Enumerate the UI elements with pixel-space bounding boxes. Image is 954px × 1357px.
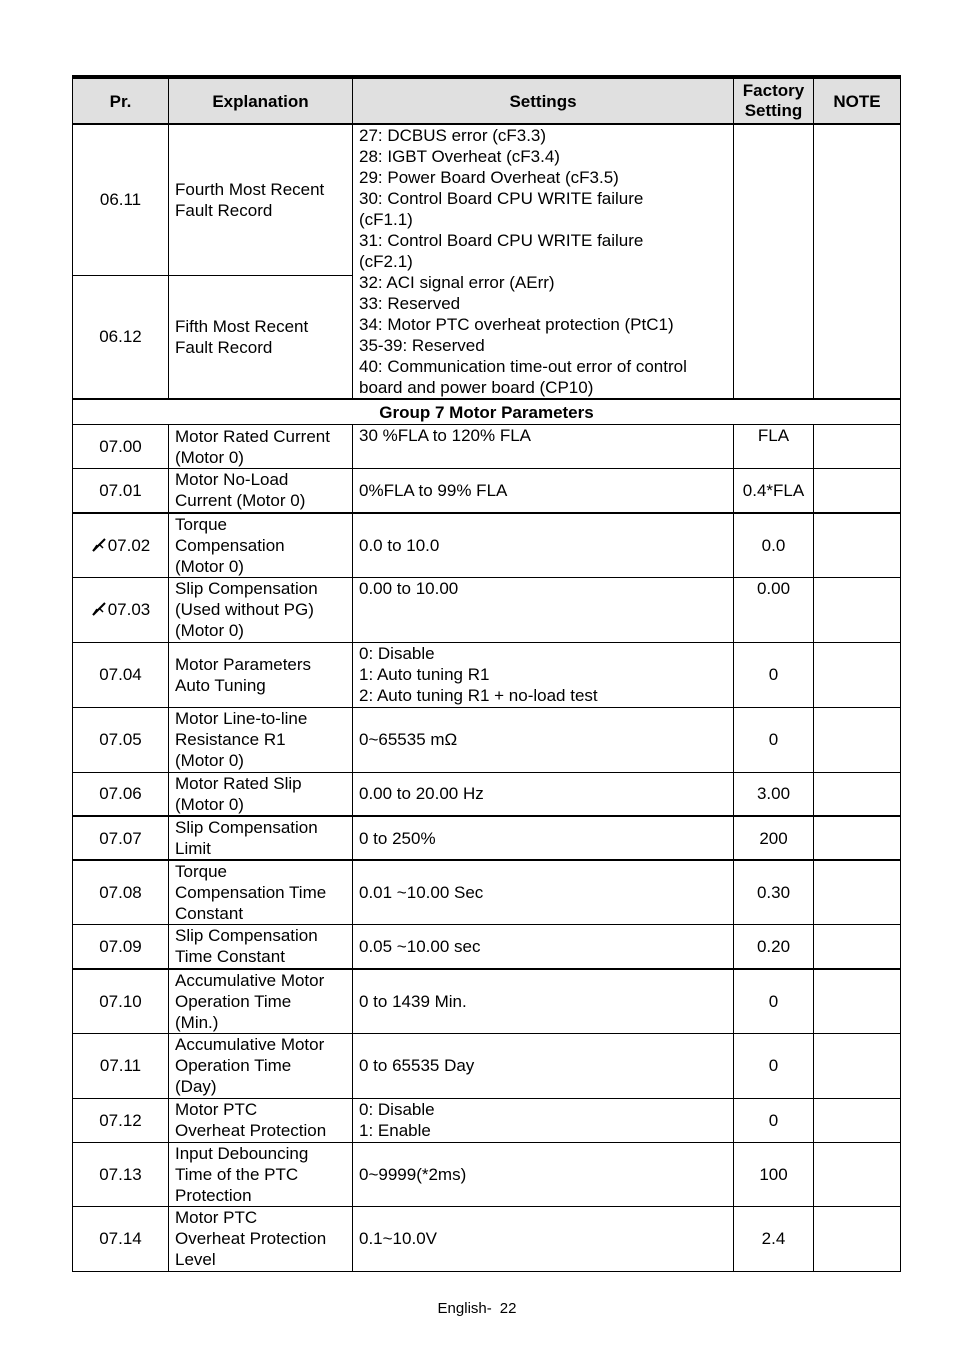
table-row-07-10 bbox=[73, 969, 901, 1034]
explanation-line: (Min.) bbox=[175, 1012, 219, 1032]
explanation-line: Compensation Time bbox=[175, 883, 327, 902]
explanation-line: Motor PTC bbox=[175, 1208, 258, 1227]
explanation-line: Limit bbox=[175, 839, 211, 858]
explanation-cell bbox=[169, 513, 353, 578]
footer-language: English- bbox=[437, 1300, 492, 1317]
explanation-line: Fault Record bbox=[175, 200, 273, 220]
setting-line: 0: Disable bbox=[359, 1100, 435, 1119]
pr-cell: 07.04 bbox=[73, 642, 169, 707]
table-row-07-12 bbox=[73, 1098, 901, 1142]
explanation-line: Time of the PTC bbox=[175, 1164, 299, 1184]
explanation-cell bbox=[169, 969, 353, 1034]
settings-cell bbox=[353, 816, 734, 860]
explanation-line: Motor Line-to-line bbox=[175, 709, 308, 728]
setting-line: 2: Auto tuning R1 + no-load test bbox=[359, 686, 598, 705]
setting-line: 0 to 65535 Day bbox=[359, 1056, 475, 1075]
factory-cell: 0.4*FLA bbox=[734, 469, 814, 513]
setting-line: 33: Reserved bbox=[359, 294, 461, 313]
settings-cell bbox=[353, 577, 734, 642]
pencil-icon bbox=[91, 537, 107, 553]
setting-line: 27: DCBUS error (cF3.3) bbox=[359, 126, 547, 145]
factory-cell: FLA bbox=[734, 425, 814, 469]
setting-line: 0.00 to 10.00 bbox=[359, 578, 459, 598]
setting-line: 0: Disable bbox=[359, 644, 435, 663]
explanation-line: Torque bbox=[175, 514, 227, 534]
explanation-line: Slip Compensation bbox=[175, 926, 318, 946]
explanation-line: (Motor 0) bbox=[175, 621, 244, 640]
setting-line: 30: Control Board CPU WRITE failure bbox=[359, 189, 644, 208]
note-cell bbox=[814, 425, 901, 469]
note-cell bbox=[814, 1206, 901, 1271]
settings-cell bbox=[353, 642, 734, 707]
pr-cell: 07.14 bbox=[73, 1206, 169, 1271]
explanation-line: Resistance R1 bbox=[175, 730, 286, 749]
explanation-line: Operation Time bbox=[175, 991, 292, 1011]
note-cell bbox=[814, 925, 901, 969]
pr-cell bbox=[73, 577, 169, 642]
setting-line: 40: Communication time-out error of control bbox=[359, 357, 687, 376]
setting-line: 0.05 ~10.00 sec bbox=[359, 936, 481, 956]
header-factory-line2: Setting bbox=[744, 101, 803, 120]
factory-cell: 0.20 bbox=[734, 925, 814, 969]
settings-cell bbox=[353, 1098, 734, 1142]
explanation-line: Slip Compensation bbox=[175, 579, 318, 598]
explanation-line: Protection bbox=[175, 1185, 252, 1205]
setting-line: (cF2.1) bbox=[359, 252, 413, 271]
explanation-cell bbox=[169, 275, 353, 399]
setting-line: 0.00 to 20.00 Hz bbox=[359, 784, 484, 804]
setting-line: 0.01 ~10.00 Sec bbox=[359, 883, 484, 902]
page-number: 22 bbox=[499, 1300, 517, 1317]
settings-cell bbox=[353, 469, 734, 513]
setting-line: 1: Enable bbox=[359, 1121, 431, 1140]
table-row-07-00 bbox=[73, 425, 901, 469]
factory-cell: 0 bbox=[734, 707, 814, 772]
pr-cell: 07.05 bbox=[73, 707, 169, 772]
note-cell bbox=[814, 642, 901, 707]
group-title-row bbox=[73, 399, 901, 425]
setting-line: board and power board (CP10) bbox=[359, 378, 594, 397]
settings-cell bbox=[353, 707, 734, 772]
pr-cell: 07.10 bbox=[73, 969, 169, 1034]
pr-cell: 07.00 bbox=[73, 425, 169, 469]
setting-line: 1: Auto tuning R1 bbox=[359, 665, 490, 684]
explanation-line: Motor PTC bbox=[175, 1100, 258, 1119]
note-cell bbox=[814, 816, 901, 860]
pr-cell: 07.01 bbox=[73, 469, 169, 513]
settings-cell bbox=[353, 969, 734, 1034]
explanation-line: Compensation bbox=[175, 535, 285, 555]
factory-cell: 0.30 bbox=[734, 860, 814, 925]
explanation-line: Current (Motor 0) bbox=[175, 491, 306, 511]
explanation-cell bbox=[169, 425, 353, 469]
note-cell bbox=[814, 577, 901, 642]
explanation-line: (Motor 0) bbox=[175, 751, 244, 770]
pr-cell: 07.07 bbox=[73, 816, 169, 860]
explanation-cell bbox=[169, 577, 353, 642]
header-note: NOTE bbox=[814, 77, 901, 124]
setting-line: 0 to 1439 Min. bbox=[359, 991, 467, 1011]
table-row-07-11 bbox=[73, 1033, 901, 1098]
setting-line: 0.1~10.0V bbox=[359, 1229, 437, 1248]
table-row-07-07 bbox=[73, 816, 901, 860]
setting-line: 0~65535 mΩ bbox=[359, 730, 458, 749]
note-cell bbox=[814, 969, 901, 1034]
factory-cell bbox=[734, 124, 814, 399]
table-row-07-14 bbox=[73, 1206, 901, 1271]
factory-cell: 0 bbox=[734, 1098, 814, 1142]
setting-line: 35-39: Reserved bbox=[359, 336, 485, 355]
pr-value: 07.03 bbox=[107, 600, 151, 619]
settings-cell bbox=[353, 1142, 734, 1206]
pr-cell: 07.12 bbox=[73, 1098, 169, 1142]
explanation-line: Overheat Protection bbox=[175, 1121, 327, 1140]
table-row-07-13 bbox=[73, 1142, 901, 1206]
explanation-cell bbox=[169, 816, 353, 860]
explanation-line: Slip Compensation bbox=[175, 818, 318, 837]
table-row-07-05 bbox=[73, 707, 901, 772]
setting-line: 0 to 250% bbox=[359, 828, 436, 848]
explanation-line: Motor Parameters bbox=[175, 654, 312, 674]
explanation-cell bbox=[169, 772, 353, 816]
pr-cell bbox=[73, 513, 169, 578]
note-cell bbox=[814, 1033, 901, 1098]
note-cell bbox=[814, 860, 901, 925]
explanation-cell bbox=[169, 1098, 353, 1142]
explanation-line: Accumulative Motor bbox=[175, 1035, 325, 1054]
parameter-table bbox=[72, 75, 901, 1272]
settings-cell bbox=[353, 860, 734, 925]
factory-cell: 100 bbox=[734, 1142, 814, 1206]
pr-cell: 07.13 bbox=[73, 1142, 169, 1206]
note-cell bbox=[814, 707, 901, 772]
explanation-cell bbox=[169, 1033, 353, 1098]
table-row-07-03 bbox=[73, 577, 901, 642]
setting-line: 0.0 to 10.0 bbox=[359, 535, 440, 555]
note-cell bbox=[814, 513, 901, 578]
note-cell bbox=[814, 772, 901, 816]
setting-line: 0~9999(*2ms) bbox=[359, 1164, 467, 1184]
factory-cell: 0 bbox=[734, 642, 814, 707]
factory-cell: 3.00 bbox=[734, 772, 814, 816]
explanation-cell bbox=[169, 1206, 353, 1271]
settings-cell bbox=[353, 772, 734, 816]
table-row-07-09 bbox=[73, 925, 901, 969]
explanation-line: Operation Time bbox=[175, 1056, 292, 1075]
explanation-cell bbox=[169, 124, 353, 275]
explanation-line: Torque bbox=[175, 862, 227, 881]
settings-cell bbox=[353, 1206, 734, 1271]
pr-value: 07.02 bbox=[107, 535, 151, 555]
explanation-line: Fourth Most Recent bbox=[175, 179, 325, 199]
setting-line: (cF1.1) bbox=[359, 210, 413, 229]
explanation-cell bbox=[169, 707, 353, 772]
factory-cell: 200 bbox=[734, 816, 814, 860]
factory-cell: 0.00 bbox=[734, 577, 814, 642]
explanation-line: (Day) bbox=[175, 1077, 217, 1096]
setting-line: 30 %FLA to 120% FLA bbox=[359, 426, 531, 445]
setting-line: 32: ACI signal error (AErr) bbox=[359, 273, 555, 292]
header-row bbox=[73, 77, 901, 124]
table-row-07-02 bbox=[73, 513, 901, 578]
pr-cell: 07.06 bbox=[73, 772, 169, 816]
setting-line: 29: Power Board Overheat (cF3.5) bbox=[359, 168, 619, 187]
table-row-07-06 bbox=[73, 772, 901, 816]
pr-cell: 06.12 bbox=[73, 275, 169, 399]
explanation-line: Motor No-Load bbox=[175, 470, 289, 490]
explanation-line: Motor Rated Current bbox=[175, 426, 330, 446]
pr-cell: 07.09 bbox=[73, 925, 169, 969]
pr-cell: 07.08 bbox=[73, 860, 169, 925]
factory-cell: 0 bbox=[734, 969, 814, 1034]
pr-cell: 06.11 bbox=[73, 124, 169, 275]
page-footer bbox=[0, 1300, 954, 1317]
note-cell bbox=[814, 124, 901, 399]
explanation-line: Overheat Protection bbox=[175, 1229, 327, 1248]
explanation-line: Input Debouncing bbox=[175, 1143, 309, 1163]
note-cell bbox=[814, 1142, 901, 1206]
explanation-cell bbox=[169, 1142, 353, 1206]
header-pr: Pr. bbox=[73, 77, 169, 124]
explanation-line: Motor Rated Slip bbox=[175, 773, 302, 793]
fault-settings-cell bbox=[353, 124, 734, 399]
header-explanation: Explanation bbox=[169, 77, 353, 124]
factory-cell: 0.0 bbox=[734, 513, 814, 578]
explanation-line: (Motor 0) bbox=[175, 447, 244, 467]
explanation-line: Auto Tuning bbox=[175, 675, 266, 695]
explanation-line: Time Constant bbox=[175, 947, 285, 967]
group-title: Group 7 Motor Parameters bbox=[73, 399, 901, 425]
header-factory-line1: Factory bbox=[742, 81, 805, 100]
pencil-icon bbox=[91, 601, 107, 617]
factory-cell: 0 bbox=[734, 1033, 814, 1098]
setting-line: 34: Motor PTC overheat protection (PtC1) bbox=[359, 315, 674, 334]
header-settings: Settings bbox=[353, 77, 734, 124]
header-factory-setting bbox=[734, 77, 814, 124]
table-row-07-04 bbox=[73, 642, 901, 707]
explanation-line: (Motor 0) bbox=[175, 556, 244, 576]
explanation-line: (Motor 0) bbox=[175, 794, 244, 814]
table-row-07-08 bbox=[73, 860, 901, 925]
explanation-line: (Used without PG) bbox=[175, 600, 314, 619]
note-cell bbox=[814, 469, 901, 513]
explanation-line: Level bbox=[175, 1250, 216, 1269]
settings-cell bbox=[353, 425, 734, 469]
table-row-06-11 bbox=[73, 124, 901, 275]
explanation-cell bbox=[169, 925, 353, 969]
explanation-line: Constant bbox=[175, 904, 244, 923]
explanation-line: Fifth Most Recent bbox=[175, 316, 309, 336]
note-cell bbox=[814, 1098, 901, 1142]
settings-cell bbox=[353, 1033, 734, 1098]
explanation-cell bbox=[169, 469, 353, 513]
settings-cell bbox=[353, 513, 734, 578]
pr-cell: 07.11 bbox=[73, 1033, 169, 1098]
explanation-cell bbox=[169, 860, 353, 925]
factory-cell: 2.4 bbox=[734, 1206, 814, 1271]
explanation-line: Fault Record bbox=[175, 337, 273, 357]
explanation-cell bbox=[169, 642, 353, 707]
setting-line: 28: IGBT Overheat (cF3.4) bbox=[359, 147, 560, 166]
setting-line: 0%FLA to 99% FLA bbox=[359, 480, 508, 500]
settings-cell bbox=[353, 925, 734, 969]
table-row-07-01 bbox=[73, 469, 901, 513]
setting-line: 31: Control Board CPU WRITE failure bbox=[359, 231, 644, 250]
explanation-line: Accumulative Motor bbox=[175, 970, 325, 990]
